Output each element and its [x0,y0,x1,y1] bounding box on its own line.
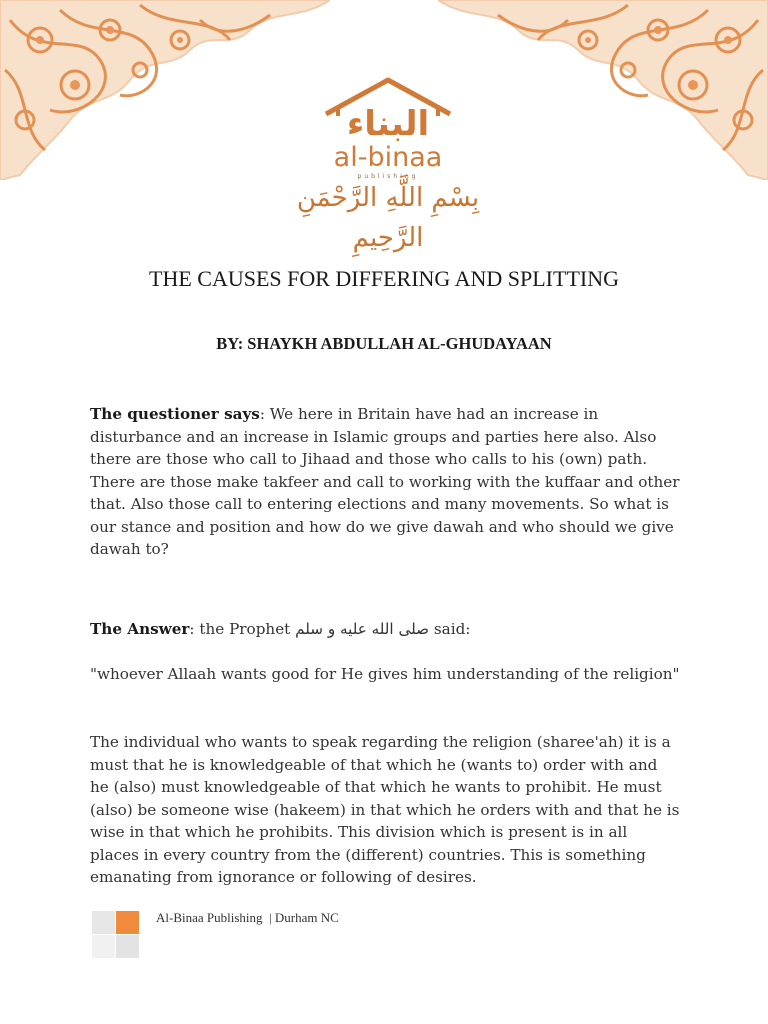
page-header [0,0,768,253]
hadith-quote-paragraph: "whoever Allaah wants good for He gives him understanding of the religion" [90,665,680,683]
footer-square [92,911,115,934]
footer-square [92,935,115,958]
answer-text-after: said: [429,620,471,638]
logo-subtitle: publishing [357,173,419,180]
footer-squares-icon [92,911,140,959]
floral-ornament-right-icon [438,0,768,180]
logo-arabic-text: البناء [346,104,430,144]
logo-latin-text: al-binaa [333,142,443,173]
document-byline: BY: SHAYKH ABDULLAH AL-GHUDAYAAN [216,334,552,353]
floral-ornament-left-icon [0,0,330,180]
al-binaa-logo [318,74,458,184]
footer-square-accent [116,911,139,934]
questioner-text: : We here in Britain have had an increase in disturbance and an increase in Islamic groups and parties here also. Also there are those who call to Jihaad and those who calls to his (own) path. There are those make takfeer and call to working with the kuffaar and other that. Also those call to entering elections and many movements. So what is our stance and position and how do we give dawah and who should we give dawah to? [90,405,680,558]
questioner-label: The questioner says [90,405,260,423]
answer-intro-paragraph [90,618,680,641]
footer-publisher-text: Al-Binaa Publishing | Durham NC [156,910,339,925]
questioner-paragraph [90,403,680,561]
basmala-calligraphy: بِسْمِ اللَّهِ الرَّحْمَنِ الرَّحِيمِ [296,183,480,253]
document-title: THE CAUSES FOR DIFFERING AND SPLITTING [149,266,619,291]
answer-label: The Answer [90,620,190,638]
footer-square [116,935,139,958]
body-paragraph: The individual who wants to speak regarding the religion (sharee'ah) it is a must that he is knowledgeable of that which he (wants to) order with and he (also) must knowledgeable of that which he wants to prohibit. He must (also) be someone wise (hakeem) in that which he orders with and that he is wise in that which he prohibits. This division which is present is in all places in every country from the (different) countries. This is something emanating from ignorance or following of desires. [90,733,680,886]
arabic-salutation: صلى الله عليه و سلم [295,620,430,638]
answer-text-before: : the Prophet [189,620,296,638]
